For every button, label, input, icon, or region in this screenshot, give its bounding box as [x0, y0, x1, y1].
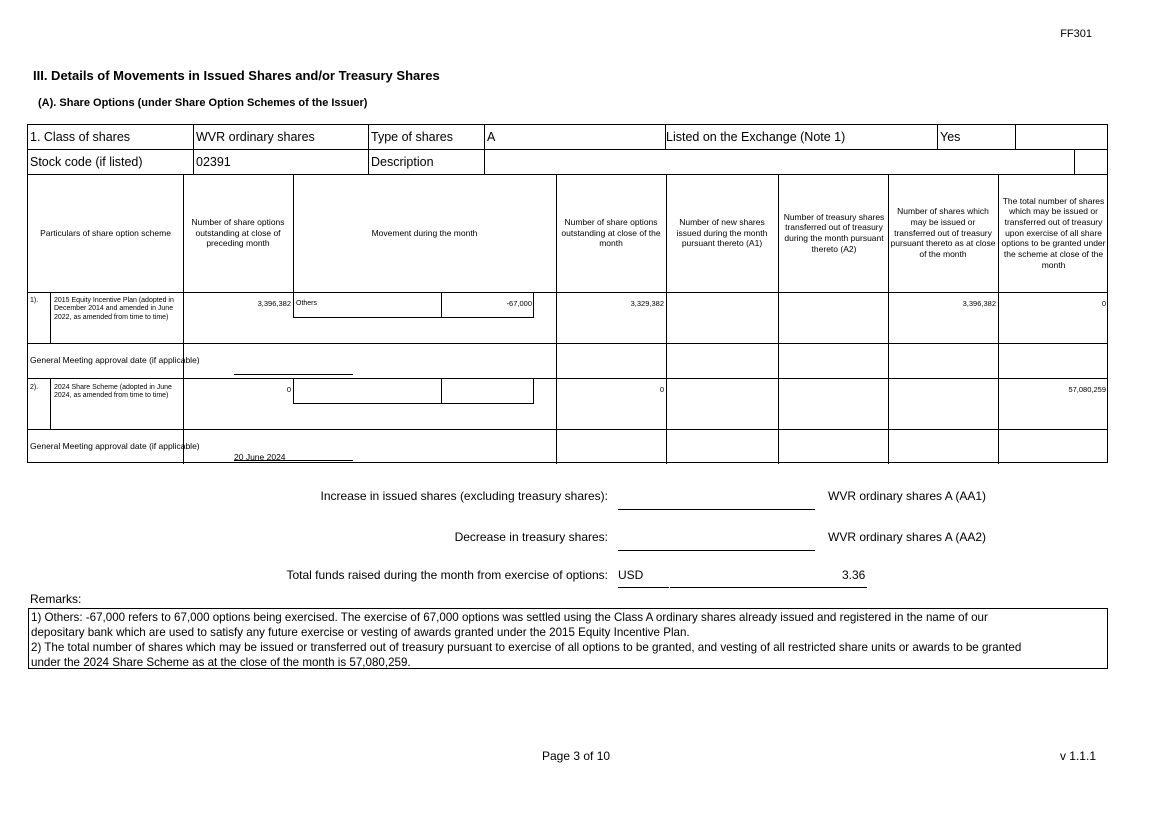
header-outstanding-preceding: Number of share options outstanding at close of preceding month [191, 217, 285, 249]
scheme-1-outstanding-close: 3,329,382 [630, 299, 664, 308]
scheme-2-total: 57,080,259 [1068, 385, 1106, 394]
scheme-1-total: 0 [1101, 299, 1106, 308]
listed-value: Yes [940, 130, 961, 144]
funds-value: 3.36 [842, 568, 866, 582]
form-code: FF301 [1060, 28, 1092, 40]
scheme-2-gm-date-line [234, 447, 353, 461]
scheme-1-movement-type: Others [296, 300, 318, 307]
increase-unit: WVR ordinary shares A (AA1) [828, 489, 987, 503]
funds-value-line [670, 573, 867, 588]
remarks-line-4: under the 2024 Share Scheme as at the close of the month is 57,080,259. [31, 656, 411, 669]
scheme-2-outstanding-close: 0 [659, 385, 664, 394]
listed-label: Listed on the Exchange (Note 1) [666, 130, 846, 144]
subsection-title: (A). Share Options (under Share Option Schemes of the Issuer) [38, 97, 368, 109]
decrease-label: Decrease in treasury shares: [454, 530, 608, 544]
scheme-2-outstanding-preceding: 0 [286, 385, 291, 394]
remarks-line-1: 1) Others: -67,000 refers to 67,000 options being exercised. The exercise of 67,000 options was settled using the Class A ordinary shares already issued and registered in the name of our [31, 611, 988, 624]
class-label: 1. Class of shares [30, 130, 131, 144]
stock-code-label: Stock code (if listed) [30, 155, 143, 169]
remarks-label: Remarks: [30, 592, 82, 606]
header-may-be-issued: Number of shares which may be issued or transferred out of treasury pursuant thereto as at close of the month [890, 206, 996, 259]
header-outstanding-close: Number of share options outstanding at close of the month [561, 217, 661, 249]
stock-code-value: 02391 [196, 155, 231, 169]
scheme-2-gm-label: General Meeting approval date (if applicable) [30, 441, 200, 451]
header-particulars: Particulars of share option scheme [40, 227, 171, 238]
scheme-2-name: 2024 Share Scheme (adopted in June 2024, as amended from time to time) [54, 384, 172, 400]
class-value: WVR ordinary shares [196, 130, 315, 144]
header-movement: Movement during the month [371, 227, 478, 238]
scheme-1-gm-date-line [234, 361, 353, 375]
scheme-2-movement-value-box [442, 378, 534, 404]
description-label: Description [371, 155, 434, 169]
page-number: Page 3 of 10 [542, 749, 611, 763]
increase-value-line [618, 495, 815, 510]
decrease-value-line [618, 536, 815, 551]
increase-label: Increase in issued shares (excluding treasury shares): [320, 489, 608, 503]
type-value: A [487, 130, 496, 144]
type-label: Type of shares [371, 130, 453, 144]
scheme-1-movement-value: -67,000 [506, 299, 532, 308]
remarks-line-3: 2) The total number of shares which may be issued or transferred out of treasury pursuant to exercise of all options to be granted, and vesting of all restricted share units or awards to be granted [31, 641, 1022, 654]
scheme-2-index: 2). [30, 384, 39, 391]
header-treasury-transferred: Number of treasury shares transferred out of treasury during the month pursuant thereto (A2) [783, 211, 885, 254]
header-new-shares: Number of new shares issued during the month pursuant thereto (A1) [676, 217, 768, 249]
scheme-1-index: 1). [30, 297, 39, 304]
scheme-1-may-be-issued: 3,396,382 [962, 299, 996, 308]
share-options-table [27, 124, 1108, 463]
scheme-1-name: 2015 Equity Incentive Plan (adopted in December 2014 and amended in June 2022, as amended from time to time) [54, 297, 174, 321]
scheme-1-gm-label: General Meeting approval date (if applicable) [30, 355, 200, 365]
funds-label: Total funds raised during the month from exercise of options: [286, 568, 608, 582]
remarks-box [28, 608, 1108, 669]
scheme-2-gm-date: 20 June 2024 [234, 452, 286, 462]
scheme-1-outstanding-preceding: 3,396,382 [257, 299, 291, 308]
header-total-number: The total number of shares which may be issued or transferred out of treasury upon exercise of all share options to be granted under the scheme at close of the month [1001, 195, 1106, 270]
decrease-unit: WVR ordinary shares A (AA2) [828, 530, 987, 544]
remarks-line-2: depositary bank which are used to satisfy any future exercise or vesting of awards granted under the 2015 Equity Incentive Plan. [31, 626, 690, 639]
scheme-2-movement-type-box [293, 378, 442, 404]
section-title: III. Details of Movements in Issued Shares and/or Treasury Shares [33, 68, 440, 83]
version: v 1.1.1 [1059, 749, 1096, 763]
funds-currency: USD [618, 568, 644, 582]
